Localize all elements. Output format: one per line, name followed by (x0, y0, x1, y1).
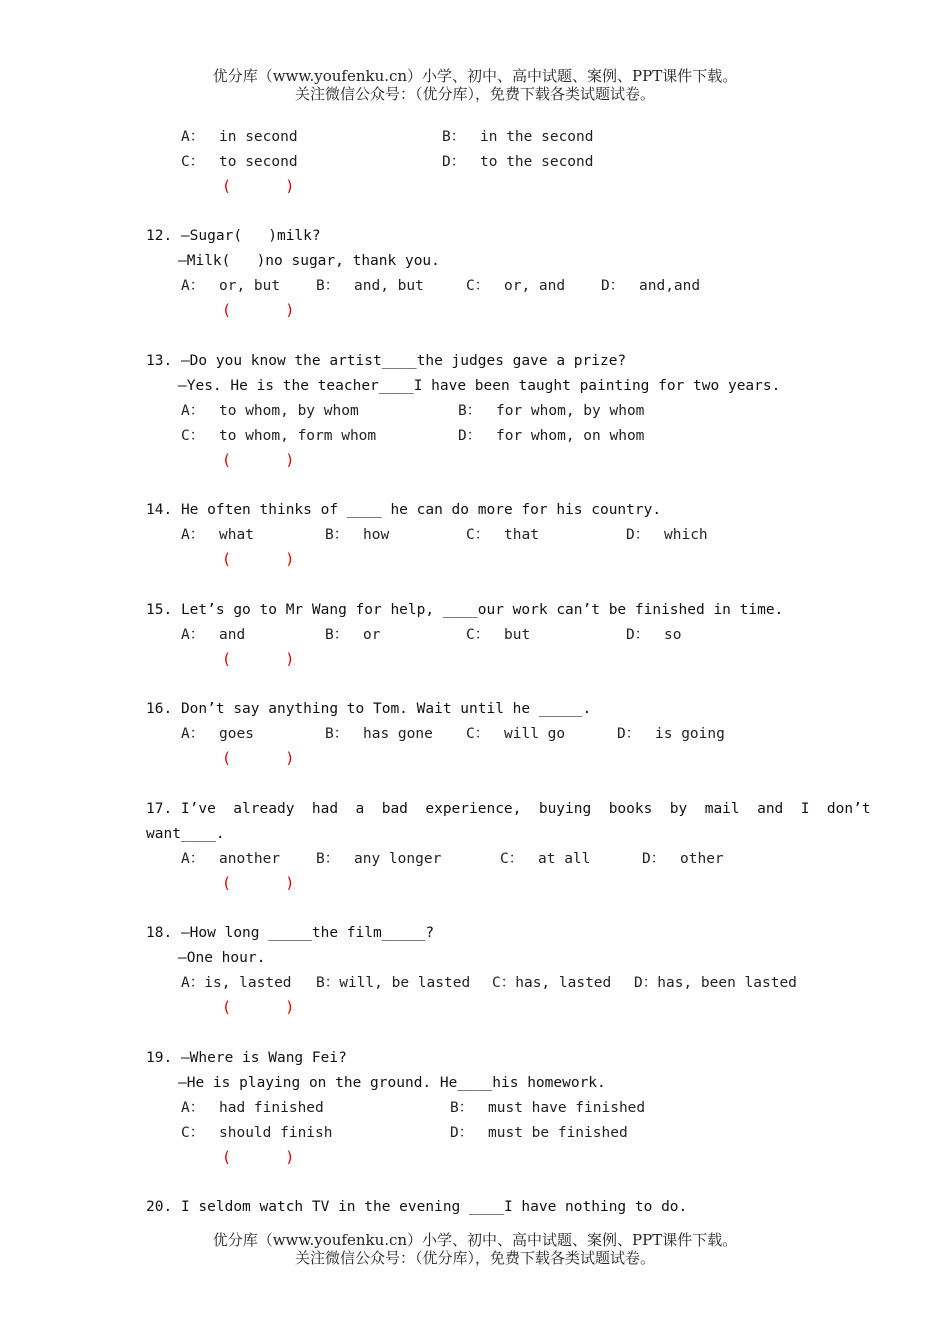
answer-blank[interactable]: ( ) (222, 177, 295, 195)
question-stem: 17. I’ve already had a bad experience, buying books by mail and I don’t (146, 801, 871, 817)
option-b: B： for whom, by whom (458, 403, 645, 419)
option-d: D： other (642, 851, 724, 867)
option-c: C： should finish (181, 1125, 333, 1141)
answer-blank[interactable]: ( ) (222, 301, 295, 319)
option-b: B： has gone (325, 726, 433, 742)
option-c: C： to whom, form whom (181, 428, 377, 444)
option-d: D： is going (617, 726, 725, 742)
footer-line-2: 关注微信公众号：（优分库），免费下载各类试题试卷。 (294, 1249, 655, 1267)
option-b: B： in the second (442, 129, 594, 145)
question-stem-line-2: —Yes. He is the teacher____I have been taught painting for two years. (178, 378, 781, 394)
answer-blank[interactable]: ( ) (222, 749, 295, 767)
question-stem: 15. Let’s go to Mr Wang for help, ____our work can’t be finished in time. (146, 602, 784, 618)
footer-line-1: 优分库（www.youfenku.cn）小学、初中、高中试题、案例、PPT课件下载。 (212, 1231, 738, 1249)
answer-blank[interactable]: ( ) (222, 874, 295, 892)
option-a: A： or, but (181, 278, 281, 294)
answer-blank[interactable]: ( ) (222, 998, 295, 1016)
question-stem: 20. I seldom watch TV in the evening ____I have nothing to do. (146, 1199, 688, 1215)
option-c: C： to second (181, 154, 298, 170)
question-stem-line-2: want____. (146, 826, 225, 842)
option-a: A： in second (181, 129, 298, 145)
option-d: D： and,and (601, 278, 701, 294)
option-a: A： to whom, by whom (181, 403, 359, 419)
question-stem: 13. —Do you know the artist____the judges gave a prize? (146, 353, 627, 369)
page-header (0, 67, 950, 103)
question-stem: 14. He often thinks of ____ he can do more for his country. (146, 502, 662, 518)
question-stem-line-2: —One hour. (178, 950, 266, 966)
option-a: A： and (181, 627, 246, 643)
option-d: D： which (626, 527, 708, 543)
answer-blank[interactable]: ( ) (222, 550, 295, 568)
question-stem: 16. Don’t say anything to Tom. Wait until he _____. (146, 701, 592, 717)
option-b: B： any longer (316, 851, 442, 867)
question-stem: 19. —Where is Wang Fei? (146, 1050, 347, 1066)
option-c: C： or, and (466, 278, 566, 294)
option-d: D： must be finished (450, 1125, 628, 1141)
answer-blank[interactable]: ( ) (222, 1148, 295, 1166)
header-line-1: 优分库（www.youfenku.cn）小学、初中、高中试题、案例、PPT课件下载。 (212, 67, 738, 85)
answer-blank[interactable]: ( ) (222, 650, 295, 668)
option-d: D：has, been lasted (634, 975, 797, 991)
option-b: B： how (325, 527, 390, 543)
option-b: B： and, but (316, 278, 424, 294)
option-a: A： what (181, 527, 254, 543)
question-stem-line-2: —Milk( )no sugar, thank you. (178, 253, 440, 269)
option-b: B：will, be lasted (316, 975, 471, 991)
option-d: D： to the second (442, 154, 594, 170)
option-c: C： will go (466, 726, 566, 742)
page-footer (0, 1231, 950, 1267)
option-d: D： so (626, 627, 682, 643)
header-line-2: 关注微信公众号：（优分库），免费下载各类试题试卷。 (294, 85, 655, 103)
question-stem: 12. —Sugar( )milk? (146, 228, 321, 244)
option-a: A： goes (181, 726, 254, 742)
question-stem-line-2: —He is playing on the ground. He____his homework. (178, 1075, 606, 1091)
option-c: C：has, lasted (492, 975, 612, 991)
option-c: C： at all (500, 851, 591, 867)
option-d: D： for whom, on whom (458, 428, 645, 444)
option-c: C： that (466, 527, 539, 543)
option-b: B： must have finished (450, 1100, 646, 1116)
option-a: A： had finished (181, 1100, 324, 1116)
option-a: A： another (181, 851, 281, 867)
question-stem: 18. —How long _____the film_____? (146, 925, 435, 941)
option-b: B： or (325, 627, 381, 643)
option-a: A：is, lasted (181, 975, 292, 991)
answer-blank[interactable]: ( ) (222, 451, 295, 469)
option-c: C： but (466, 627, 531, 643)
